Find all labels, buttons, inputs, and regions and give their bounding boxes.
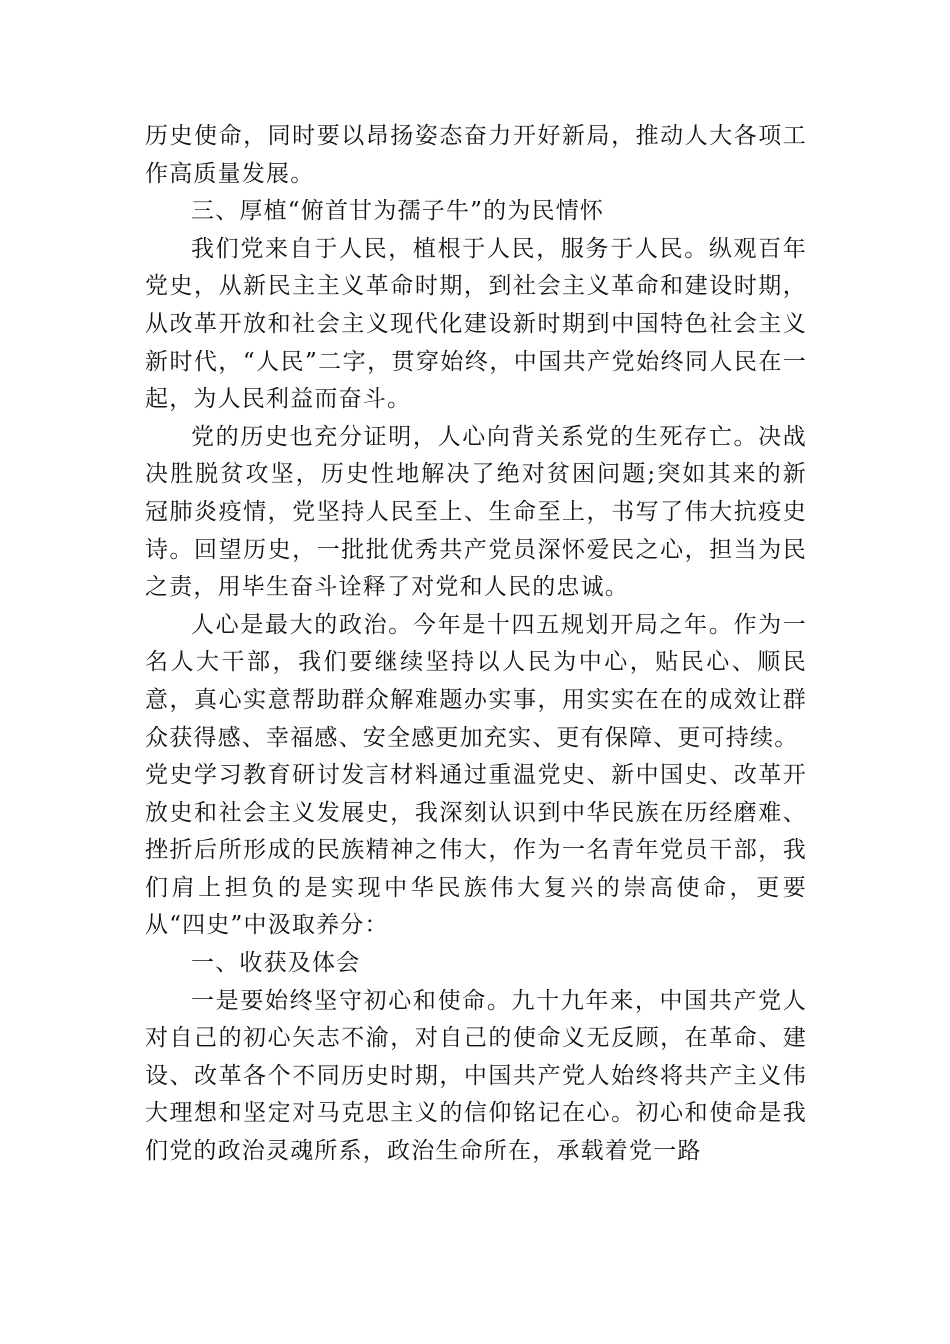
paragraph: 党史学习教育研讨发言材料通过重温党史、新中国史、改革开放史和社会主义发展史，我深刻认识到中华民族在历经磨难、挫折后所形成的民族精神之伟大，作为一名青年党员干部，我们肩上担负的是实现中华民族伟大复兴的崇高使命，更要从“四史”中汲取养分： (145, 762, 807, 939)
paragraph: 我们党来自于人民，植根于人民，服务于人民。纵观百年党史，从新民主主义革命时期，到社会主义革命和建设时期，从改革开放和社会主义现代化建设新时期到中国特色社会主义新时代，“人民”二字，贯穿始终，中国共产党始终同人民在一起，为人民利益而奋斗。 (145, 235, 807, 413)
paragraph: 人心是最大的政治。今年是十四五规划开局之年。作为一名人大干部，我们要继续坚持以人民为中心，贴民心、顺民意，真心实意帮助群众解难题办实事，用实实在在的成效让群众获得感、幸福感、安全感更加充实、更有保障、更可持续。 (145, 611, 807, 751)
document-page (145, 118, 807, 1171)
paragraph: 党的历史也充分证明，人心向背关系党的生死存亡。决战决胜脱贫攻坚，历史性地解决了绝对贫困问题;突如其来的新冠肺炎疫情，党坚持人民至上、生命至上，书写了伟大抗疫史诗。回望历史，一批批优秀共产党员深怀爱民之心，担当为民之责，用毕生奋斗诠释了对党和人民的忠诚。 (145, 423, 807, 601)
paragraph: 一是要始终坚守初心和使命。九十九年来，中国共产党人对自己的初心矢志不渝，对自己的使命义无反顾，在革命、建设、改革各个不同历史时期，中国共产党人始终将共产主义伟大理想和坚定对马克思主义的信仰铭记在心。初心和使命是我们党的政治灵魂所系，政治生命所在，承载着党一路 (145, 987, 807, 1165)
section-heading-three: 三、厚植“俯首甘为孺子牛”的为民情怀 (191, 198, 605, 225)
section-heading-one: 一、收获及体会 (191, 950, 361, 977)
paragraph-continuation: 历史使命，同时要以昂扬姿态奋力开好新局，推动人大各项工作高质量发展。 (145, 123, 807, 187)
